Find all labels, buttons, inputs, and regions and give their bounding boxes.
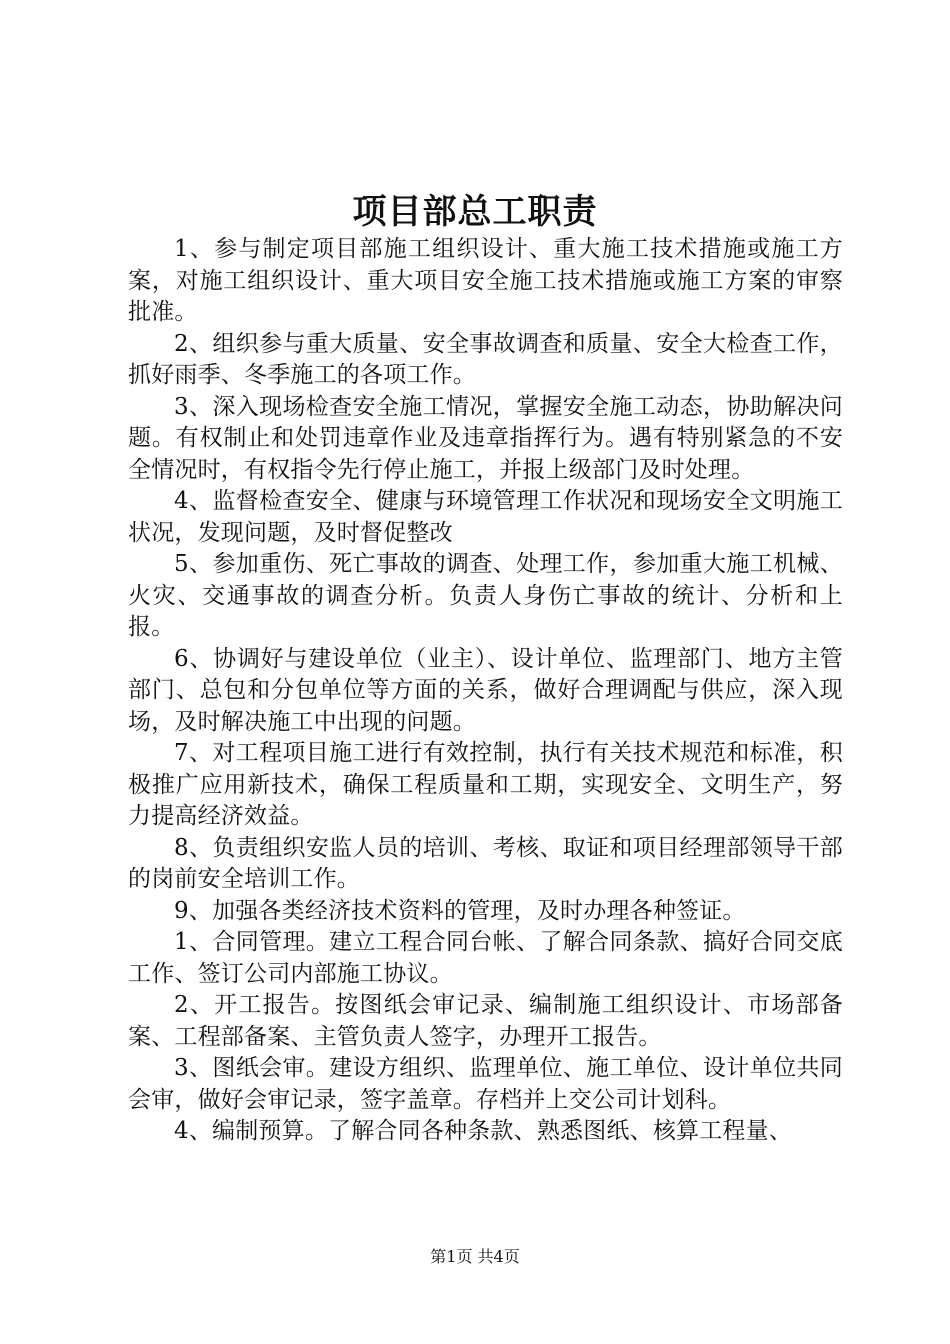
paragraph-9: 9、加强各类经济技术资料的管理，及时办理各种签证。	[174, 897, 746, 924]
paragraph-10: 1、合同管理。建立工程合同台帐、了解合同条款、搞好合同交底工作、签订公司内部施工协议。	[128, 929, 843, 987]
document-title: 项目部总工职责	[352, 192, 598, 232]
paragraph-6: 6、协调好与建设单位（业主）、设计单位、监理部门、地方主管部门、总包和分包单位等方面的关系，做好合理调配与供应，深入现场，及时解决施工中出现的问题。	[128, 645, 843, 735]
page-footer: 第1页 共4页	[430, 1247, 520, 1266]
paragraph-3: 3、深入现场检查安全施工情况，掌握安全施工动态，协助解决问题。有权制止和处罚违章作业及违章指挥行为。遇有特别紧急的不安全情况时，有权指令先行停止施工，并报上级部门及时处理。	[128, 393, 843, 483]
paragraph-13: 4、编制预算。了解合同各种条款、熟悉图纸、核算工程量、	[174, 1118, 793, 1144]
paragraph-2: 2、组织参与重大质量、安全事故调查和质量、安全大检查工作，抓好雨季、冬季施工的各项工作。	[128, 330, 843, 388]
paragraph-4: 4、监督检查安全、健康与环境管理工作状况和现场安全文明施工状况，发现问题，及时督促整改	[128, 488, 843, 546]
paragraph-1: 1、参与制定项目部施工组织设计、重大施工技术措施或施工方案，对施工组织设计、重大项目安全施工技术措施或施工方案的审察批准。	[128, 236, 843, 325]
paragraph-7: 7、对工程项目施工进行有效控制，执行有关技术规范和标准，积极推广应用新技术，确保工程质量和工期，实现安全、文明生产，努力提高经济效益。	[128, 740, 843, 829]
paragraph-12: 3、图纸会审。建设方组织、监理单位、施工单位、设计单位共同会审，做好会审记录，签字盖章。存档并上交公司计划科。	[128, 1055, 843, 1113]
document-body	[128, 234, 843, 1148]
paragraph-11: 2、开工报告。按图纸会审记录、编制施工组织设计、市场部备案、工程部备案、主管负责人签字，办理开工报告。	[128, 992, 843, 1050]
paragraph-8: 8、负责组织安监人员的培训、考核、取证和项目经理部领导干部的岗前安全培训工作。	[128, 834, 843, 892]
paragraph-5: 5、参加重伤、死亡事故的调查、处理工作，参加重大施工机械、火灾、交通事故的调查分析。负责人身伤亡事故的统计、分析和上报。	[128, 551, 843, 640]
